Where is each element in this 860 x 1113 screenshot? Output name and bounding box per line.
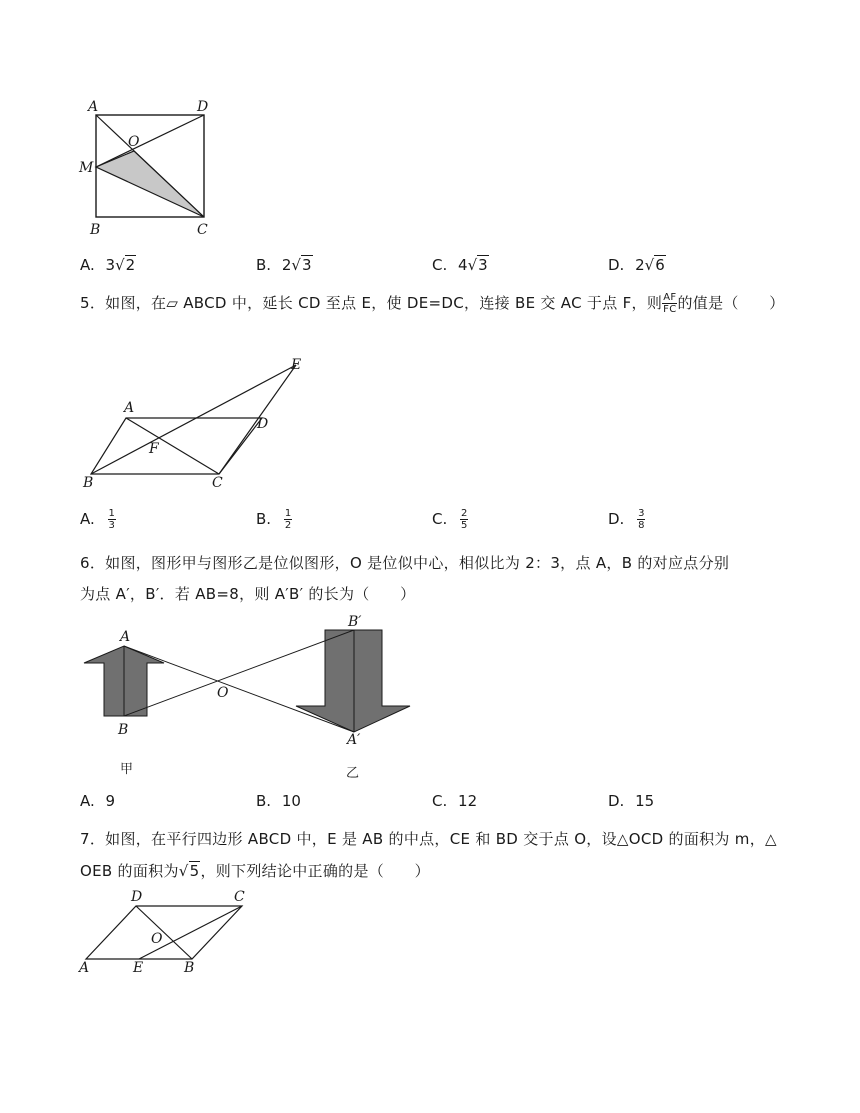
q4-label-o: O: [128, 134, 140, 150]
q5-parallelogram: [91, 418, 262, 474]
q7-label-a: A: [79, 960, 90, 976]
q6-label-aprime: A′: [347, 732, 361, 748]
q5-option-a-letter: A.: [80, 510, 95, 528]
q6-figure: [80, 615, 420, 745]
q5-option-d-letter: D.: [608, 510, 625, 528]
q5-option-b-frac: $\frac{1}{2}$: [284, 508, 292, 531]
q6-caption-yi: 乙: [346, 766, 360, 781]
q7-label-o: O: [151, 931, 163, 947]
q4-label-m: M: [79, 160, 94, 176]
q4-option-b-letter: B.: [256, 256, 272, 274]
q6-question-line2: 为点 A′，B′．若 AB=8，则 A′B′ 的长为（ ）: [80, 585, 416, 603]
q5-label-f: F: [149, 441, 159, 457]
q4-label-c: C: [197, 222, 208, 238]
q5-option-a-frac: $\frac{1}{3}$: [108, 508, 115, 531]
q6-label-a: A: [120, 629, 131, 645]
q4-option-a-sqrt: √2: [115, 256, 136, 274]
q5-figure: [80, 355, 320, 495]
q7-diagonal-bd: [136, 906, 192, 959]
q6-option-d-value: 15: [635, 792, 655, 810]
q7-sqrt: √5: [178, 862, 200, 880]
q5-label-a: A: [124, 400, 135, 416]
q4-option-c[interactable]: [432, 256, 489, 274]
q4-option-b-sqrt: √3: [291, 256, 312, 274]
q7-label-b: B: [184, 960, 195, 976]
q7-line2-before: OEB 的面积为: [80, 862, 179, 880]
q4-label-d: D: [197, 99, 209, 115]
q5-option-d[interactable]: [608, 508, 645, 531]
q7-line2-after: ，则下列结论中正确的是（ ）: [200, 862, 430, 880]
q7-label-e: E: [133, 960, 144, 976]
q6-option-b-value: 10: [281, 792, 301, 810]
q4-option-c-letter: C.: [432, 256, 448, 274]
q5-option-c[interactable]: [432, 508, 468, 531]
q5-option-b[interactable]: [256, 508, 292, 531]
q4-option-d-coef: 2: [635, 256, 645, 274]
q4-option-d-sqrt: √6: [644, 256, 665, 274]
q6-line-a-ap: [124, 646, 354, 732]
q4-option-c-sqrt: √3: [467, 256, 488, 274]
q6-option-a-value: 9: [105, 792, 116, 810]
q6-option-c-letter: C.: [432, 792, 448, 810]
q6-question-line1: 6．如图，图形甲与图形乙是位似图形，O 是位似中心，相似比为 2：3，点 A，B 的对应点分别: [80, 554, 730, 572]
q4-option-a-letter: A.: [80, 256, 95, 274]
q4-option-d[interactable]: [608, 256, 666, 274]
q4-option-b-coef: 2: [281, 256, 292, 274]
q5-label-b: B: [83, 475, 94, 491]
q5-option-a[interactable]: [80, 508, 116, 531]
q4-label-b: B: [90, 222, 101, 238]
q4-option-a[interactable]: [80, 256, 136, 274]
q6-label-bprime: B′: [348, 614, 362, 630]
q4-option-b[interactable]: [256, 256, 313, 274]
q6-option-d-letter: D.: [608, 792, 625, 810]
q7-question-line2: [80, 860, 430, 881]
q5-diagonal-ac: [126, 418, 219, 474]
q5-text-before: 5．如图，在▱ ABCD 中，延长 CD 至点 E，使 DE=DC，连接 BE 交 AC 于点 F，则: [80, 294, 663, 312]
q5-question-text: [80, 292, 785, 315]
q7-label-c: C: [234, 889, 245, 905]
q6-caption-jia: 甲: [120, 762, 134, 777]
q4-shaded-triangle: [96, 151, 204, 217]
q5-label-c: C: [212, 475, 223, 491]
q4-line-md: [96, 115, 204, 167]
q5-label-e: E: [291, 357, 302, 373]
q5-option-c-frac: $\frac{2}{5}$: [461, 508, 468, 531]
q6-option-c[interactable]: [432, 792, 477, 810]
q5-option-b-letter: B.: [256, 510, 272, 528]
q6-option-a[interactable]: [80, 792, 115, 810]
q6-label-b: B: [118, 722, 129, 738]
q4-label-a: A: [88, 99, 99, 115]
q4-option-d-letter: D.: [608, 256, 625, 274]
q5-fraction: $\frac{AF}{FC}$: [663, 292, 677, 315]
q6-label-o: O: [217, 685, 229, 701]
q5-text-after: 的值是（ ）: [677, 294, 785, 312]
q6-option-a-letter: A.: [80, 792, 95, 810]
q6-option-b[interactable]: [256, 792, 301, 810]
q7-figure: [80, 895, 260, 975]
q5-option-c-letter: C.: [432, 510, 448, 528]
q4-option-c-coef: 4: [458, 256, 468, 274]
q5-label-d: D: [257, 416, 269, 432]
q7-label-d: D: [131, 889, 143, 905]
q5-option-d-frac: $\frac{3}{8}$: [638, 508, 645, 531]
q7-question-line1: 7．如图，在平行四边形 ABCD 中，E 是 AB 的中点，CE 和 BD 交于点 O，设△OCD 的面积为 m，△: [80, 830, 777, 848]
q4-option-a-coef: 3: [105, 256, 116, 274]
q6-option-d[interactable]: [608, 792, 654, 810]
q6-option-b-letter: B.: [256, 792, 272, 810]
q6-option-c-value: 12: [458, 792, 478, 810]
q6-line-b-bp: [124, 630, 354, 716]
